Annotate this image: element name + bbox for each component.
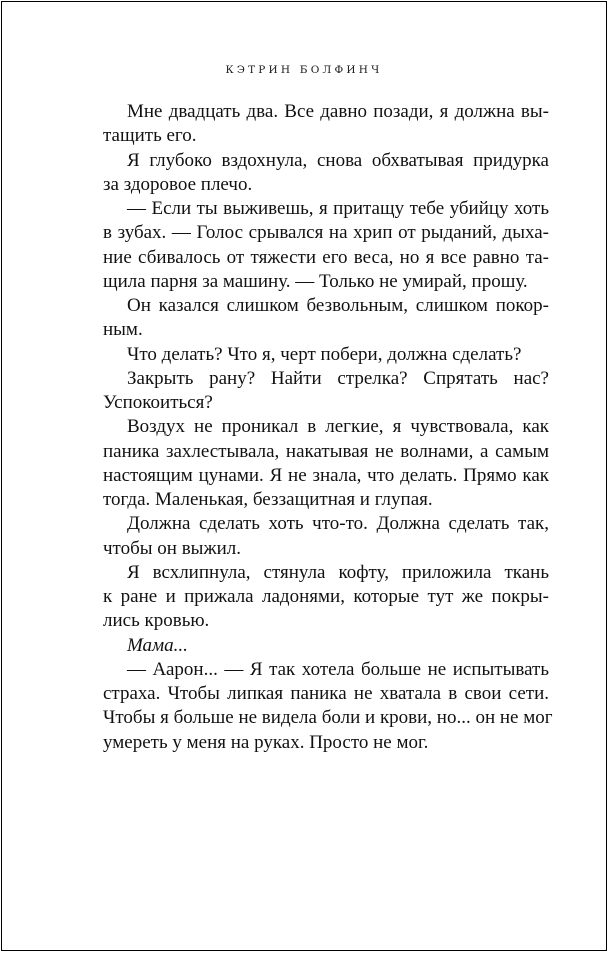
text-line: Он казался слишком безвольным, слишком покор- — [127, 295, 549, 316]
text-line: Закрыть рану? Найти стрелка? Спрятать нас? — [127, 367, 549, 389]
text-line: страха. Чтобы липкая паника не хватала в свои сети. — [103, 683, 549, 704]
text-line-italic: Мама... — [127, 634, 188, 656]
text-line: ным. — [103, 319, 143, 341]
text-line: — Аарон... — Я так хотела больше не испытывать — [127, 658, 549, 680]
text-line: Чтобы я больше не видела боли и крови, но... он не мог — [103, 707, 553, 729]
text-line: Что делать? Что я, черт побери, должна сделать? — [127, 343, 522, 365]
book-page — [1, 1, 607, 951]
text-line: щила парня за машину. — Только не умирай, прошу. — [103, 270, 528, 292]
text-line: паника захлестывала, накатывая не волнами, а самым — [103, 440, 549, 462]
text-line: лись кровью. — [103, 610, 210, 632]
text-line: Мне двадцать два. Все давно позади, я должна вы- — [127, 101, 549, 122]
text-line: тогда. Маленькая, беззащитная и глупая. — [103, 489, 433, 510]
text-line: Я всхлипнула, стянула кофту, приложила ткань — [127, 561, 549, 583]
text-line: настоящим цунами. Я не знала, что делать. Прямо как — [103, 464, 549, 486]
running-head-author: КЭТРИН БОЛФИНЧ — [225, 64, 383, 76]
text-line: к ране и прижала ладонями, которые тут же покры- — [103, 586, 549, 607]
text-line: Воздух не проникал в легкие, я чувствовала, как — [127, 416, 549, 438]
text-line: Я глубоко вздохнула, снова обхватывая придурка — [127, 149, 549, 171]
text-line: Должна сделать хоть что-то. Должна сделать так, — [127, 513, 549, 535]
text-line: тащить его. — [103, 125, 197, 147]
text-line: чтобы он выжил. — [103, 537, 241, 559]
text-line: Успокоиться? — [103, 392, 213, 413]
text-line: в зубах. — Голос срывался на хрип от рыданий, дыха- — [103, 222, 549, 244]
text-line: умереть у меня на руках. Просто не мог. — [103, 731, 429, 753]
body-text — [103, 100, 553, 755]
text-line: ние сбивалось от тяжести его веса, но я все равно та- — [103, 246, 549, 268]
text-line: — Если ты выживешь, я притащу тебе убийцу хоть — [127, 198, 549, 219]
text-line: за здоровое плечо. — [103, 173, 253, 195]
